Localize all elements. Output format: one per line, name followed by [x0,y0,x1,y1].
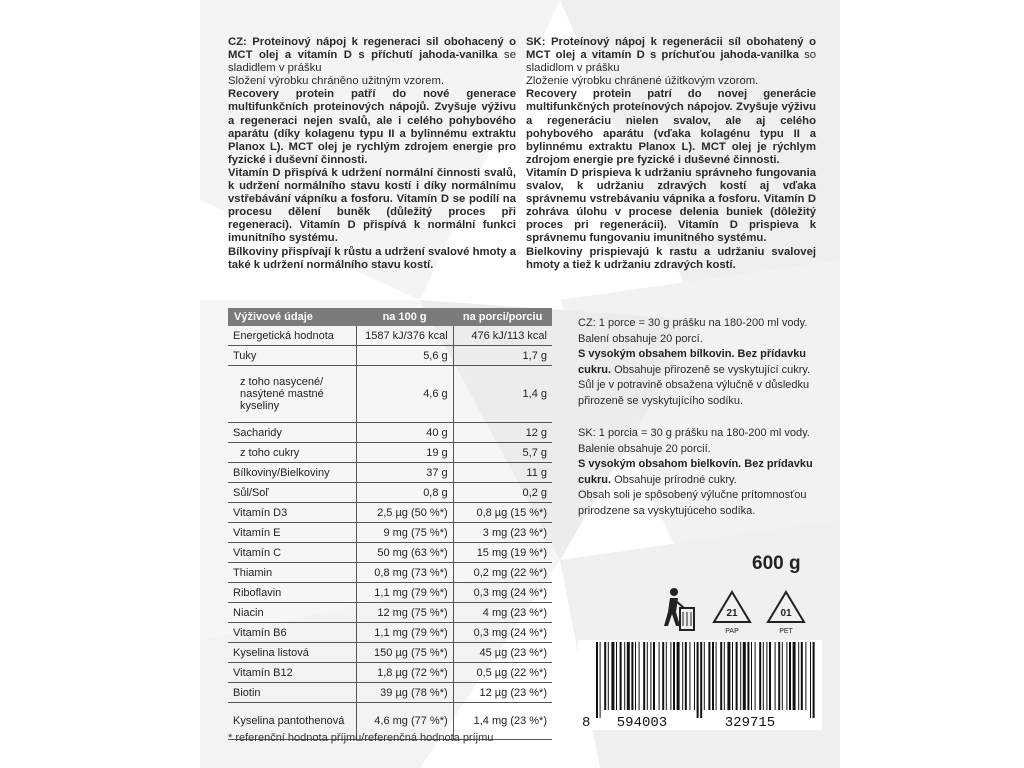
barcode-bar [805,642,806,710]
table-row [228,543,552,563]
barcode-bar [732,642,733,710]
value-100g: 1587 kJ/376 kcal [356,326,453,346]
barcode-bar [763,642,764,710]
barcode-bar [611,642,614,710]
nutrient-name: Thiamin [228,563,356,583]
barcode-bar [659,642,660,710]
nutrient-name: Vitamín C [228,543,356,563]
table-row [228,463,552,483]
nutrient-name: Niacin [228,603,356,623]
barcode-bar [616,642,617,710]
cz-paragraph-1: Recovery protein patří do nové generace multifunkčních proteinových nápojů. Zvyšuje výživu a regeneraci nejen svalů, ale i celého pohybového aparátu (díky kolagenu typu II a bylinnému extraktu Planox L). MCT olej je rychlým zdrojem energie pro fyzické i duševní činnosti. [228,88,516,166]
value-portion: 1,4 g [453,366,552,423]
sugar-note: Obsahuje prírodné cukry. [611,473,737,486]
table-row [228,683,552,703]
nutrient-name: Vitamín D3 [228,503,356,523]
recycle-pap-icon [714,592,750,635]
value-portion: 1,7 g [453,346,552,366]
barcode-bar [724,642,725,710]
value-100g: 4,6 g [356,366,453,423]
table-row [228,603,552,623]
value-portion: 0,3 mg (24 %*) [453,623,552,643]
barcode-bar [743,642,746,710]
barcode-digits-left: 594003 [616,715,668,730]
table-row [228,623,552,643]
header-nutrient: Výživové údaje [228,308,356,326]
nutrient-name: Sůl/Soľ [228,483,356,503]
barcode-bar [740,642,741,710]
protein-claim: S vysokým obsahom bielkovín. Bez prídavku cukru. [578,458,813,486]
nutrient-name: Vitamín B6 [228,623,356,643]
nutrient-name: Riboflavin [228,583,356,603]
value-portion: 476 kJ/113 kcal [453,326,552,346]
value-portion: 12 g [453,423,552,443]
barcode-bar [789,642,791,710]
nutrient-name: Tuky [228,346,356,366]
barcode-bar [801,642,803,710]
barcode-bar [673,642,675,710]
cz-paragraph-2: Vitamín D přispívá k udržení normální činnosti svalů, k udržení normálního stavu kostí i díky normálnímu vstřebávání vápníku a fosforu. Vitamín D se podílí na procesu dělení buněk (důležitý proces při regeneraci). Vitamín D přispívá k normální funkci imunitního systému. [228,166,516,245]
portion-line: CZ: 1 porce = 30 g prášku na 180-200 ml vody. [578,317,808,329]
barcode-bar [631,642,633,710]
value-100g: 150 µg (75 %*) [356,643,453,663]
barcode-bar [608,642,609,710]
barcode-digit-first: 8 [582,715,591,730]
nutrient-name: Biotin [228,683,356,703]
table-row [228,326,552,346]
barcode-bar [727,642,730,710]
value-100g: 4,6 mg (77 %*) [356,703,453,740]
value-100g: 50 mg (63 %*) [356,543,453,563]
barcode-bar [755,642,756,710]
sugar-note: Obsahuje přirozeně se vyskytující cukry. [611,363,811,376]
pet-label: PET [779,628,793,635]
barcode-bar [697,642,699,718]
barcode-bar [689,642,690,710]
value-100g: 5,6 g [356,346,453,366]
value-100g: 1,1 mg (79 %*) [356,623,453,643]
protein-claim: S vysokým obsahem bílkovin. Bez přídavku cukru. [578,348,807,376]
table-row [228,503,552,523]
table-row [228,483,552,503]
value-portion: 3 mg (23 %*) [453,523,552,543]
salt-note: Obsah soli je spôsobený výlučne prítomnosťou prirodzene sa vyskytujúceho sodíka. [578,489,807,517]
barcode-bar [704,642,705,710]
value-portion: 0,8 µg (15 %*) [453,503,552,523]
value-portion: 0,3 mg (24 %*) [453,583,552,603]
barcode-bar [627,642,630,710]
sk-paragraph-3: Bielkoviny prispievajú k rastu a udržaniu svalovej hmoty a tiež k udržaniu zdravých kostí. [526,245,816,271]
barcode-bar [798,642,799,710]
barcode-bar [766,642,767,710]
value-100g: 40 g [356,423,453,443]
barcode-bar [793,642,796,710]
barcode-bar [708,642,710,710]
barcode-bar [643,642,645,710]
value-100g: 12 mg (75 %*) [356,603,453,623]
value-portion: 15 mg (19 %*) [453,543,552,563]
barcode-bar [604,642,606,710]
nutrient-name: Bílkoviny/Bielkoviny [228,463,356,483]
sk-paragraph-1: Recovery protein patrí do novej generácie multifunkčných proteínových nápojov. Zvyšuje výživu a regeneráciu nielen svalov, ale aj celého pohybového aparátu (vďaka kolagénu typu II a bylinnému extraktu Planox L). MCT olej je rýchlym zdrojom energie pre fyzické i duševné činnosti. [526,88,816,166]
barcode-bar [685,642,687,710]
barcode-bar [694,642,695,710]
reference-footnote: * referenční hodnota příjmu/referenčná hodnota príjmu [228,732,494,744]
sk-title: SK: Proteínový nápoj k regenerácii síl obohatený o MCT olej a vitamín D s príchuťou jahoda-vanilka [526,36,816,62]
barcode-bar [775,642,776,710]
package-line: Balenie obsahuje 20 porcií. [578,442,711,455]
barcode-bar [662,642,664,710]
pap-number: 21 [726,608,738,619]
portion-info-cz [578,316,828,409]
table-row [228,583,552,603]
value-100g: 1,1 mg (79 %*) [356,583,453,603]
value-100g: 0,8 g [356,483,453,503]
table-row [228,366,552,423]
value-portion: 1,4 mg (23 %*) [453,703,552,740]
portion-info-sk [578,426,828,519]
nutrient-name: Sacharidy [228,423,356,443]
value-100g: 39 µg (78 %*) [356,683,453,703]
barcode-digits-right: 329715 [724,715,776,730]
cz-title: CZ: Proteinový nápoj k regeneraci sil obohacený o MCT olej a vitamín D s příchutí jahoda-vanilka [228,36,516,62]
barcode-bar [600,642,601,718]
nutrient-name: z toho cukry [228,443,356,463]
value-100g: 9 mg (75 %*) [356,523,453,543]
value-100g: 37 g [356,463,453,483]
salt-note: Sůl je v potravině obsažena výlučně v důsledku přirozeně se vyskytujícího sodíku. [578,379,810,407]
barcode-bar [624,642,625,710]
value-portion: 0,5 µg (22 %*) [453,663,552,683]
barcode-bar [720,642,722,710]
header-per-100g: na 100 g [356,308,453,326]
tidyman-icon [664,588,694,630]
barcode-bar [782,642,783,710]
nutrient-name: Vitamín B12 [228,663,356,683]
table-row [228,523,552,543]
barcode-bar [769,642,771,710]
barcode-bar [677,642,680,710]
nutrient-name: Energetická hodnota [228,326,356,346]
barcode-bar [596,642,598,718]
value-portion: 4 mg (23 %*) [453,603,552,623]
package-line: Balení obsahuje 20 porcí. [578,332,703,345]
value-100g: 19 g [356,443,453,463]
value-100g: 1,8 µg (72 %*) [356,663,453,683]
barcode-bar [682,642,683,710]
value-portion: 5,7 g [453,443,552,463]
nutrient-name: Vitamín E [228,523,356,543]
cz-description [228,36,516,272]
cz-title-tail: se sladidlem v prášku [228,49,516,75]
barcode-bar [747,642,749,710]
net-weight: 600 g [752,553,801,574]
barcode-bar [813,642,815,718]
sk-description [526,36,816,272]
nutrient-name: Kyselina listová [228,643,356,663]
barcode-bar [759,642,761,710]
barcode-bar [716,642,717,710]
table-row [228,563,552,583]
barcode-bar [666,642,667,710]
header-per-portion: na porci/porciu [453,308,552,326]
table-row [228,443,552,463]
barcode-bar [650,642,651,710]
barcode-bar [712,642,714,710]
nutrition-table-header [228,308,552,326]
barcode-bar [670,642,671,710]
value-portion: 12 µg (23 %*) [453,683,552,703]
sk-title-tail: so sladidlom v prášku [526,49,816,75]
table-row [228,346,552,366]
sk-paragraph-2: Vitamín D prispieva k udržaniu správneho fungovania svalov, k udržaniu zdravých kostí aj vďaka správnemu vstrebávaniu vápnika a fosforu. Vitamín D zohráva úlohu v procese delenia buniek (dôležitý proces pri regenerácii). Vitamín D prispieva k správnemu fungovaniu imunitného systému. [526,166,816,245]
barcode-bar [736,642,738,710]
barcode-bar [620,642,622,710]
barcode-bar [653,642,655,710]
cz-paragraph-3: Bílkoviny přispívají k růstu a udržení svalové hmoty a také k udržení normálního stavu kostí. [228,245,516,271]
value-100g: 2,5 µg (50 %*) [356,503,453,523]
cz-note: Složení výrobku chráněno užitným vzorem. [228,75,444,88]
sk-note: Zloženie výrobku chránené úžitkovým vzorom. [526,75,759,88]
pet-number: 01 [780,608,792,619]
barcode-bar [647,642,648,710]
barcode-bar [778,642,780,710]
barcode-bar [751,642,752,710]
table-row [228,663,552,683]
value-portion: 45 µg (23 %*) [453,643,552,663]
nutrient-name: Kyselina pantothenová [228,703,356,740]
value-100g: 0,8 mg (73 %*) [356,563,453,583]
barcode-bar [639,642,640,710]
table-row [228,423,552,443]
value-portion: 0,2 mg (22 %*) [453,563,552,583]
recycle-pet-icon [768,592,804,635]
pap-label: PAP [725,628,739,635]
barcode-bar [810,642,811,718]
nutrient-name: z toho nasycené/ nasýtené mastné kyseliny [228,366,356,423]
barcode-bar [786,642,787,710]
portion-line: SK: 1 porcia = 30 g prášku na 180-200 ml vody. [578,427,810,439]
recycling-icons [660,586,820,636]
nutrition-table [228,308,552,740]
value-portion: 11 g [453,463,552,483]
barcode-bar [635,642,636,710]
barcode [578,640,822,730]
table-row [228,643,552,663]
value-portion: 0,2 g [453,483,552,503]
barcode-bar [700,642,702,718]
